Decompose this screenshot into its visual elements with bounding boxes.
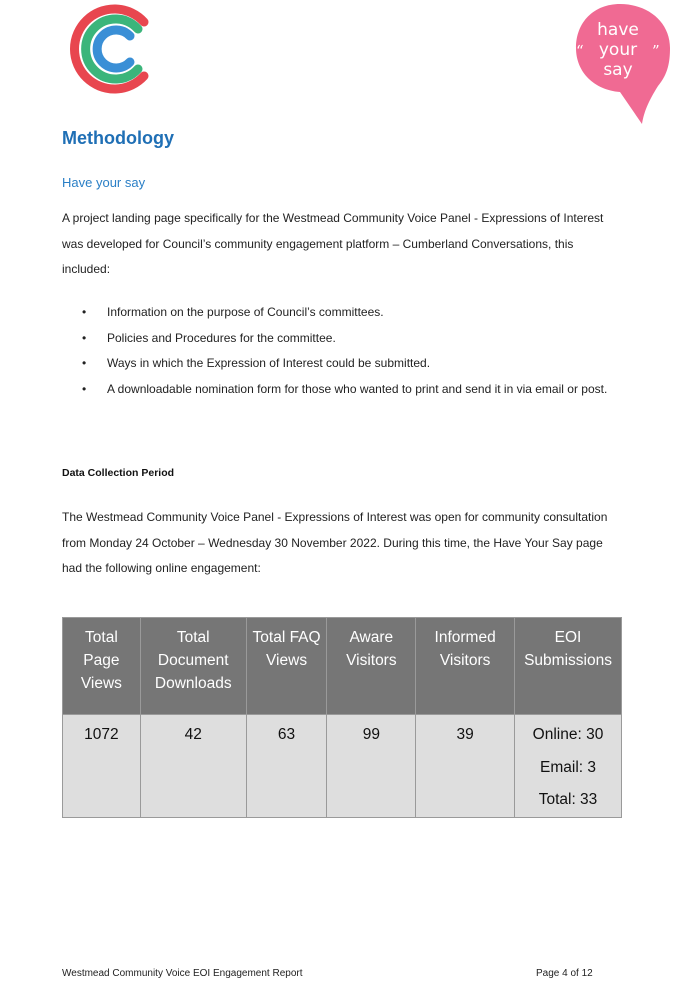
header-total-faq-views (246, 618, 327, 715)
page-title: Methodology (62, 128, 174, 148)
header-line: Visitors (439, 652, 491, 669)
cell-aware-visitors: 99 (327, 715, 416, 818)
hys-line-say: say (603, 60, 633, 80)
header-line: Informed (434, 629, 496, 646)
header-line: Total Page (83, 629, 120, 669)
list-item: • Policies and Procedures for the committee. (62, 326, 622, 352)
header-eoi-submissions (515, 618, 622, 715)
cell-eoi-submissions (515, 715, 622, 818)
council-logo (64, 4, 160, 94)
eoi-email: Email: 3 (540, 758, 597, 776)
cell-total-faq-views: 63 (246, 715, 327, 818)
table-header-row (63, 618, 622, 715)
header-line: Downloads (154, 675, 232, 692)
intro-paragraph: A project landing page specifically for the Westmead Community Voice Panel - Expressions of Interest was developed for Council’s community engagement platform – Cumberland Conversations, this included: (62, 211, 604, 276)
cell-informed-visitors: 39 (416, 715, 515, 818)
eoi-online: Online: 30 (532, 726, 604, 743)
data-collection-heading: Data Collection Period (62, 467, 175, 479)
header-line: EOI (554, 629, 582, 646)
period-paragraph: The Westmead Community Voice Panel - Expressions of Interest was open for community consultation from Monday 24 October – Wednesday 30 November 2022. During this time, the Have Your Say page had the following online engagement: (62, 510, 608, 575)
hys-line-have: have (597, 20, 639, 40)
list-item: • A downloadable nomination form for those who wanted to print and send it in via email or post. (62, 377, 622, 403)
footer-report-title: Westmead Community Voice EOI Engagement Report (62, 968, 303, 979)
have-your-say-wordmark (572, 20, 664, 80)
header-line: Visitors (346, 652, 397, 669)
section-subtitle: Have your say (62, 175, 146, 190)
header-informed-visitors (416, 618, 515, 715)
header-line: Document (157, 652, 229, 669)
list-item: • Information on the purpose of Council’s committees. (62, 300, 622, 326)
eoi-total: Total: 33 (538, 791, 598, 808)
header-line: Views (80, 675, 122, 692)
header-line: Total FAQ (252, 629, 321, 646)
header-total-page-views (63, 618, 141, 715)
quote-open-glyph: “ (576, 42, 584, 60)
cell-total-document-downloads: 42 (140, 715, 246, 818)
cell-total-page-views: 1072 (63, 715, 141, 818)
table-row (63, 715, 622, 818)
hys-line-your: your (598, 40, 638, 60)
included-items-list (62, 300, 622, 402)
footer-page-number: Page 4 of 12 (536, 968, 593, 979)
header-line: Submissions (524, 652, 612, 669)
header-aware-visitors (327, 618, 416, 715)
header-line: Total (176, 629, 210, 646)
header-line: Views (266, 652, 308, 669)
header-total-document-downloads (140, 618, 246, 715)
engagement-table (62, 617, 622, 818)
have-your-say-logo (572, 2, 676, 128)
quote-close-glyph: ” (652, 42, 660, 60)
list-item: • Ways in which the Expression of Interest could be submitted. (62, 351, 622, 377)
header-line: Aware (349, 629, 394, 646)
